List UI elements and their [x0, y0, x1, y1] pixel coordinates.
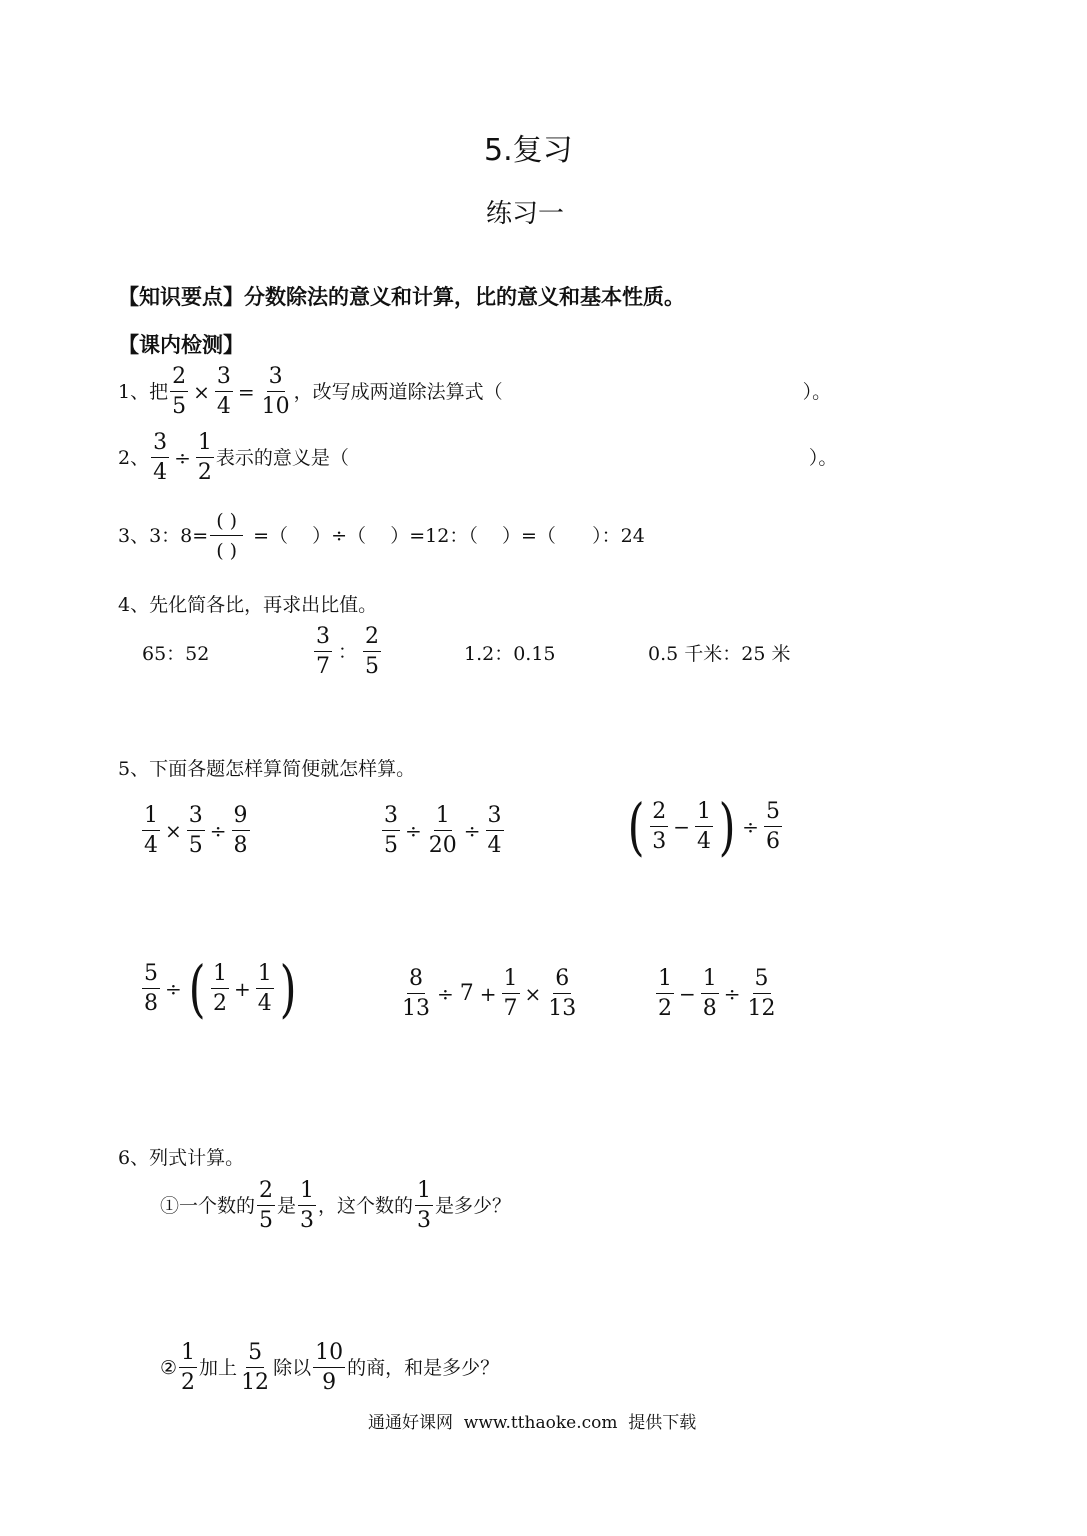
- q3-prefix: 3、3：8=: [118, 525, 209, 547]
- question-2: [118, 432, 837, 484]
- question-3: [118, 512, 645, 561]
- q6-p2-text-b: 加上: [199, 1356, 238, 1379]
- divide-sign: ÷: [437, 982, 454, 1006]
- knowledge-text: 分数除法的意义和计算，比的意义和基本性质。: [244, 285, 685, 309]
- fraction: $\frac{1}{7}$: [503, 966, 518, 1021]
- fraction: $\frac{2}{5}$: [365, 624, 380, 679]
- fraction: $\frac{1}{3}$: [300, 1178, 315, 1233]
- divide-sign: ÷: [723, 982, 741, 1006]
- fraction: $\frac{1}{2}$: [197, 430, 212, 485]
- q1-text: ，改写成两道除法算式（: [293, 380, 503, 403]
- fraction: $\frac{3}{4}$: [487, 803, 502, 858]
- fraction: $\frac{2}{3}$: [652, 799, 667, 854]
- fraction: $\frac{5}{12}$: [747, 966, 776, 1021]
- question-1: [118, 366, 831, 418]
- q1-prefix: 1、把: [118, 380, 169, 403]
- q2-text: 表示的意义是（: [215, 446, 349, 469]
- fraction: $\frac{1}{4}$: [144, 803, 158, 858]
- q6-p2-text-a: ②: [160, 1356, 178, 1379]
- fraction: $\frac{1}{3}$: [417, 1178, 432, 1233]
- fraction: $\frac{3}{5}$: [384, 803, 398, 858]
- fraction: $\frac{5}{6}$: [765, 799, 780, 854]
- times-sign: ×: [193, 380, 210, 404]
- right-paren: ): [718, 790, 736, 863]
- left-paren: (: [188, 952, 206, 1025]
- fraction: $\frac{3}{7}$: [316, 624, 330, 679]
- q1-end: ）。: [802, 380, 832, 403]
- minus-sign: −: [673, 815, 690, 839]
- page-subtitle: 练习一: [486, 199, 565, 229]
- fraction: $\frac{1}{20}$: [428, 803, 457, 858]
- q4-a: 65：52: [142, 643, 210, 665]
- fraction: $\frac{1}{2}$: [181, 1340, 196, 1395]
- times-sign: ×: [165, 819, 182, 843]
- knowledge-label: 【知识要点】: [118, 285, 244, 309]
- plus-sign: +: [479, 982, 497, 1006]
- fraction: $\frac{9}{8}$: [233, 803, 248, 858]
- fraction: $\frac{8}{13}$: [402, 966, 430, 1021]
- question-6: 6、列式计算。: [118, 1147, 245, 1169]
- divide-sign: ÷: [742, 815, 759, 839]
- check-label: 【课内检测】: [118, 333, 244, 357]
- integer: 7: [459, 981, 474, 1006]
- fraction: $\frac{10}{9}$: [315, 1340, 344, 1395]
- q5-expr-1: [140, 805, 252, 857]
- q6-p2-text-d: 的商，和是多少？: [347, 1356, 500, 1379]
- fraction: $\frac{3}{10}$: [261, 364, 290, 419]
- question-4: 4、先化简各比，再求出比值。: [118, 594, 378, 616]
- divide-sign: ÷: [209, 819, 227, 843]
- equals-sign: =: [237, 380, 255, 404]
- q5-expr-5: [398, 968, 580, 1020]
- fraction: $\frac{5}{8}$: [144, 961, 158, 1016]
- fraction: $\frac{1}{4}$: [257, 961, 272, 1016]
- footer-source: 通通好课网 www.tthaoke.com 提供下载: [368, 1413, 697, 1433]
- fraction: $\frac{2}{5}$: [172, 364, 187, 419]
- q6-p2-text-c: 除以: [273, 1356, 312, 1379]
- blank-fraction[interactable]: $\frac{( )}{( )}$: [210, 512, 243, 561]
- plus-sign: +: [233, 977, 251, 1001]
- q6-p1-text-d: 是多少？: [435, 1194, 512, 1217]
- q6-p1-text-c: ，这个数的: [318, 1194, 414, 1217]
- q2-end: ）。: [808, 446, 838, 469]
- fraction: $\frac{3}{4}$: [216, 364, 231, 419]
- q5-expr-6: [654, 968, 780, 1020]
- q6-p1-text-b: 是: [277, 1194, 297, 1217]
- fraction: $\frac{3}{5}$: [188, 803, 203, 858]
- divide-sign: ÷: [463, 819, 481, 843]
- colon: ：: [338, 640, 358, 663]
- right-paren: ): [279, 952, 297, 1025]
- q3-rest: =（ ）÷（ ）=12：（ ）=（ ）：24: [253, 525, 645, 547]
- q5-expr-2: [380, 805, 506, 857]
- q4-d: 0.5 千米：25 米: [648, 643, 791, 665]
- fraction: $\frac{3}{4}$: [153, 430, 168, 485]
- divide-sign: ÷: [174, 446, 191, 470]
- q6-part-2: [160, 1342, 499, 1394]
- divide-sign: ÷: [405, 819, 422, 843]
- fraction: $\frac{1}{2}$: [658, 966, 672, 1021]
- q6-p1-text-a: ①一个数的: [160, 1194, 256, 1217]
- fraction: $\frac{2}{5}$: [259, 1178, 274, 1233]
- fraction: $\frac{5}{12}$: [241, 1340, 270, 1395]
- q2-prefix: 2、: [118, 446, 150, 469]
- fraction: $\frac{6}{13}$: [548, 966, 577, 1021]
- q4-b: [312, 626, 383, 678]
- knowledge-points: [118, 287, 685, 308]
- q6-part-1: [160, 1180, 511, 1232]
- fraction: $\frac{1}{2}$: [212, 961, 227, 1016]
- q5-expr-3: [624, 790, 784, 863]
- fraction: $\frac{1}{8}$: [702, 966, 717, 1021]
- times-sign: ×: [524, 982, 542, 1006]
- left-paren: (: [627, 790, 645, 863]
- q5-expr-4: [140, 952, 300, 1025]
- q4-c: 1.2：0.15: [464, 643, 556, 665]
- fraction: $\frac{1}{4}$: [696, 799, 711, 854]
- question-5: 5、下面各题怎样算简便就怎样算。: [118, 758, 416, 780]
- divide-sign: ÷: [165, 977, 182, 1001]
- page-title: 5.复习: [484, 133, 573, 168]
- minus-sign: −: [679, 982, 696, 1006]
